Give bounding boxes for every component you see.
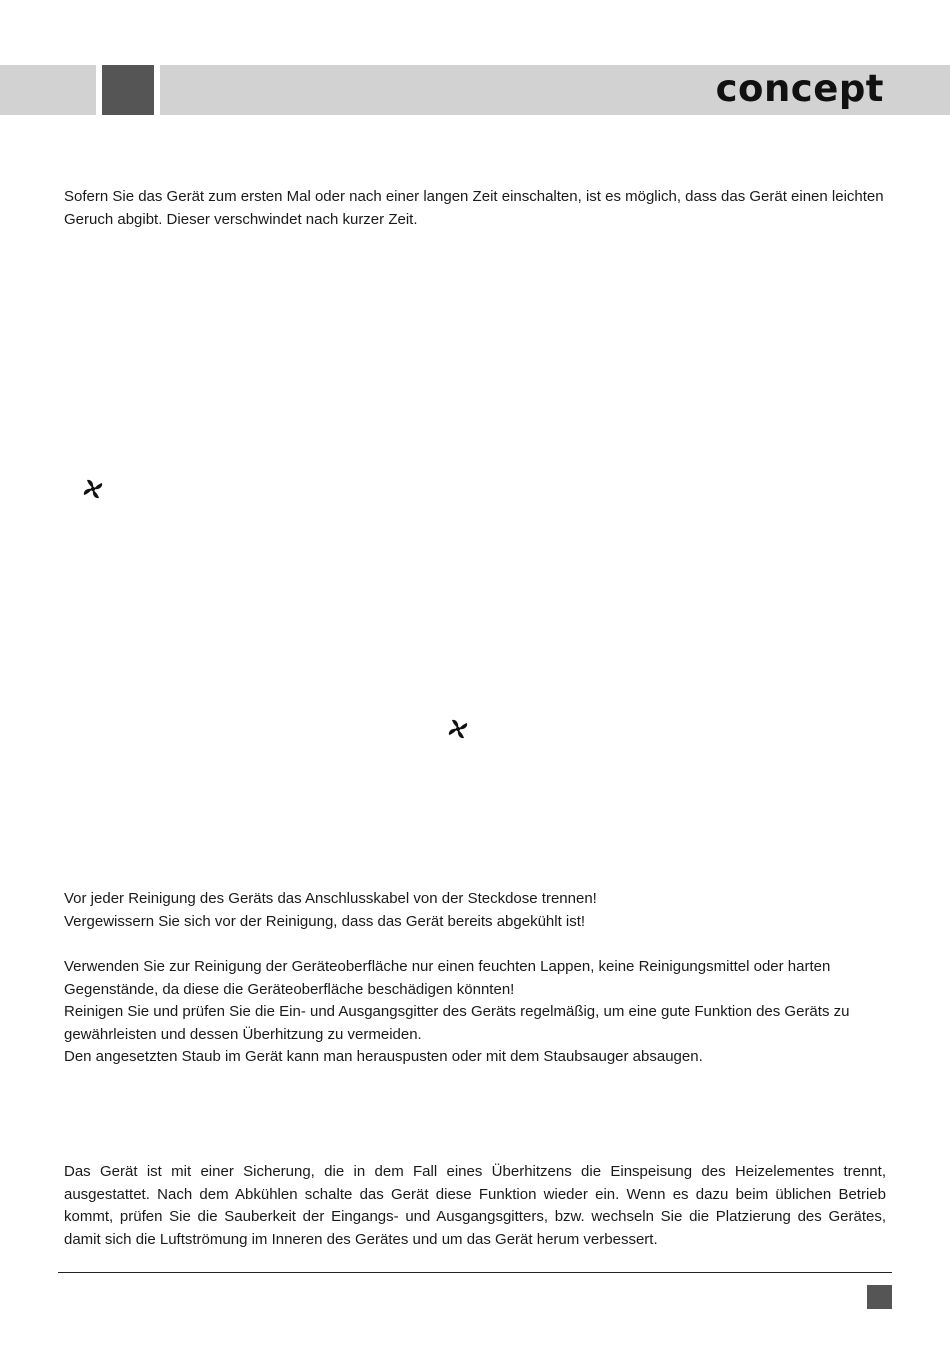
safety-line: ausgestattet. Nach dem Abkühlen schalte das Gerät diese Funktion wieder ein. Wenn es dazu beim üblichen Betrieb <box>64 1185 886 1203</box>
fan-icon <box>447 718 469 740</box>
intro-paragraph <box>64 186 886 231</box>
header-bar-left <box>0 65 96 115</box>
warning-line: Vor jeder Reinigung des Geräts das Anschlusskabel von der Steckdose trennen! <box>64 890 597 907</box>
safety-line: kommt, prüfen Sie die Sauberkeit der Eingangs- und Ausgangsgitters, bzw. wechseln Sie die Platzierung des Gerätes, <box>64 1208 886 1225</box>
instruction-line: Reinigen Sie und prüfen Sie die Ein- und Ausgangsgitter des Geräts regelmäßig, um eine gute Funktion des Geräts zu <box>64 1003 850 1020</box>
intro-line: Sofern Sie das Gerät zum ersten Mal oder nach einer langen Zeit einschalten, ist es möglich, dass das Gerät einen leichten <box>64 188 884 205</box>
instruction-line: Den angesetzten Staub im Gerät kann man herauspusten oder mit dem Staubsauger absaugen. <box>64 1048 703 1065</box>
instruction-line: Gegenstände, da diese die Geräteoberfläche beschädigen könnten! <box>64 980 515 998</box>
intro-line: Geruch abgibt. Dieser verschwindet nach kurzer Zeit. <box>64 210 418 228</box>
instruction-line: gewährleisten und dessen Überhitzung zu vermeiden. <box>64 1025 422 1043</box>
brand-logo: concept <box>715 67 884 110</box>
footer-page-marker <box>867 1285 892 1309</box>
cleaning-warnings <box>64 888 886 933</box>
cleaning-instructions <box>64 956 886 1069</box>
safety-paragraph <box>64 1161 886 1251</box>
safety-line: Das Gerät ist mit einer Sicherung, die in dem Fall eines Überhitzens die Einspeisung des Heizelementes trennt, <box>64 1163 886 1180</box>
instruction-line: Verwenden Sie zur Reinigung der Geräteoberfläche nur einen feuchten Lappen, keine Reinigungsmittel oder harten <box>64 958 831 975</box>
fan-icon <box>82 478 104 500</box>
warning-line: Vergewissern Sie sich vor der Reinigung, dass das Gerät bereits abgekühlt ist! <box>64 912 586 930</box>
footer-divider <box>58 1272 892 1273</box>
header-chapter-square <box>102 65 154 115</box>
safety-line: damit sich die Luftströmung im Inneren des Gerätes und um das Gerät herum verbessert. <box>64 1230 658 1248</box>
